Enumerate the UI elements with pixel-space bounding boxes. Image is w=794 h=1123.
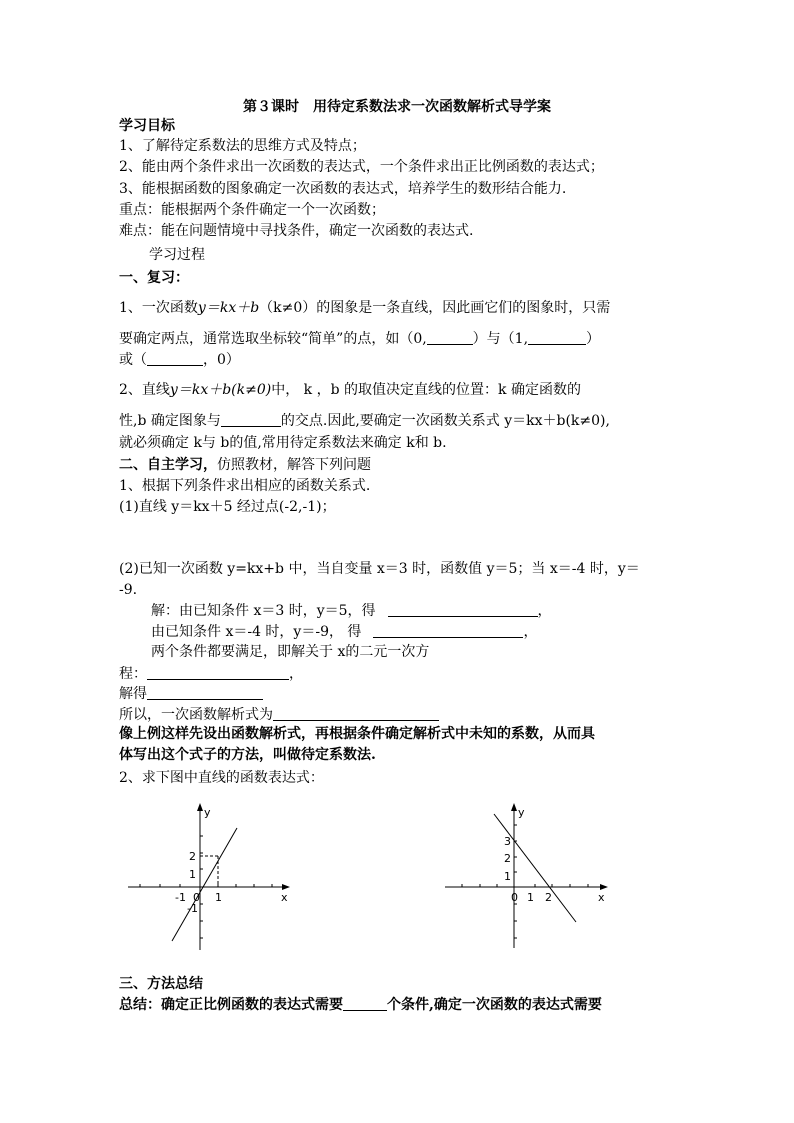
answer-blank[interactable]	[427, 330, 473, 345]
difficulty: 难点：能在问题情境中寻找条件，确定一次函数的表达式.	[119, 223, 474, 239]
text: 所以，一次函数解析式为	[119, 707, 273, 723]
self-study-q1-sub1: (1)直线 y＝kx＋5 经过点(-2,-1)；	[119, 499, 336, 515]
objective-item: 3、能根据函数的图象确定一次函数的表达式，培养学生的数形结合能力.	[119, 181, 567, 197]
summary-text	[119, 995, 602, 1015]
graph-2	[440, 800, 620, 960]
answer-blank[interactable]	[221, 412, 281, 427]
text: 或（	[119, 352, 147, 368]
tick-label: 0	[511, 891, 518, 904]
answer-blank[interactable]	[373, 623, 523, 638]
review-q1-line1	[119, 298, 610, 318]
text: 二、自主学习，	[119, 457, 217, 473]
review-q2-line2	[119, 411, 610, 431]
solution-line-5	[119, 684, 263, 704]
answer-blank[interactable]	[147, 351, 203, 366]
function-line	[172, 828, 237, 941]
review-heading: 一、复习：	[119, 270, 189, 286]
self-study-q1-sub2-cont: -9.	[119, 582, 138, 598]
answer-blank[interactable]	[388, 602, 538, 617]
tick-label: 2	[189, 850, 196, 863]
y-axis-label: y	[518, 806, 525, 819]
text: （k≠0）的图象是一条直线，因此画它们的图象时，只需	[259, 300, 611, 316]
text: ，	[537, 603, 552, 619]
y-axis-arrow-icon	[197, 803, 203, 811]
x-axis-arrow-icon	[600, 884, 608, 890]
text: 性,b 确定图象与	[119, 413, 221, 429]
tick-label: 2	[545, 891, 552, 904]
self-study-heading	[119, 455, 371, 475]
tick-label: 2	[504, 852, 511, 865]
text: 仿照教材，解答下列问题	[217, 457, 371, 473]
text: ）与（1,	[472, 331, 529, 347]
process-heading: 学习过程	[149, 247, 205, 263]
self-study-q1: 1、根据下列条件求出相应的函数关系式.	[119, 478, 371, 494]
text: ，	[523, 624, 538, 640]
answer-blank[interactable]	[343, 996, 387, 1011]
tick-label: 1	[189, 868, 196, 881]
text: 总结：确定正比例函数的表达式需要	[119, 997, 343, 1013]
x-axis-label: x	[281, 891, 288, 904]
summary-heading: 三、方法总结	[119, 976, 203, 992]
solution-line-2	[151, 622, 537, 642]
tick-label: 0	[193, 891, 200, 904]
tick-label: 3	[504, 835, 511, 848]
solution-line-1	[151, 601, 552, 621]
text: 程：	[119, 666, 147, 682]
text: 的交点.因此,要确定一次函数关系式 y＝kx＋b(k≠0),	[280, 413, 610, 429]
page-title: 第３课时 用待定系数法求一次函数解析式导学案	[243, 99, 551, 115]
formula: y＝kx＋b(k≠0)	[169, 382, 272, 398]
text: 1、一次函数	[119, 300, 198, 316]
answer-blank[interactable]	[528, 330, 586, 345]
y-axis-arrow-icon	[511, 803, 517, 811]
text: 由已知条件 x＝-4 时，y＝-9， 得	[151, 624, 362, 640]
review-q2-line1	[119, 380, 581, 400]
text: 解：由已知条件 x＝3 时，y＝5，得	[151, 603, 376, 619]
text: 解得	[119, 686, 147, 702]
answer-blank[interactable]	[273, 706, 439, 721]
text: 要确定两点，通常选取坐标较“简单”的点，如（0,	[119, 331, 427, 347]
text: ，	[289, 666, 303, 682]
self-study-q2: 2、求下图中直线的函数表达式：	[119, 770, 324, 786]
definition-line-1: 像上例这样先设出函数解析式，再根据条件确定解析式中未知的系数，从而具	[119, 726, 595, 742]
definition-line-2: 体写出这个式子的方法，叫做待定系数法.	[119, 747, 376, 763]
x-axis-label: x	[598, 891, 605, 904]
answer-blank[interactable]	[147, 665, 289, 680]
self-study-q1-sub2: (2)已知一次函数 y=kx+b 中，当自变量 x＝3 时，函数值 y＝5；当 x＝-4 时，y＝	[119, 561, 640, 577]
graph-1	[120, 800, 300, 960]
objectives-heading: 学习目标	[119, 118, 175, 134]
objective-item: 1、了解待定系数法的思维方式及特点；	[119, 138, 366, 154]
text: ）	[586, 331, 601, 347]
review-q2-line3: 就必须确定 k与 b的值,常用待定系数法来确定 k和 b.	[119, 435, 447, 451]
y-axis-label: y	[204, 806, 211, 819]
review-q1-line3	[119, 350, 240, 370]
objective-item: 2、能由两个条件求出一次函数的表达式，一个条件求出正比例函数的表达式；	[119, 159, 604, 175]
solution-line-6	[119, 705, 439, 725]
tick-label: -1	[175, 891, 186, 904]
text: 中， k ，b 的取值决定直线的位置：k 确定函数的	[271, 382, 581, 398]
text: ，0）	[203, 352, 240, 368]
solution-line-3: 两个条件都要满足，即解关于 x的二元一次方	[151, 644, 430, 660]
x-axis-arrow-icon	[282, 884, 290, 890]
tick-label: 1	[215, 891, 222, 904]
function-line	[494, 814, 576, 922]
answer-blank[interactable]	[147, 685, 263, 700]
key-point: 重点：能根据两个条件确定一个一次函数；	[119, 202, 385, 218]
text: 个条件,确定一次函数的表达式需要	[387, 997, 602, 1013]
tick-label: 1	[527, 891, 534, 904]
formula: y＝kx＋b	[197, 300, 260, 316]
solution-line-4	[119, 664, 303, 684]
text: 2、直线	[119, 382, 170, 398]
tick-label: 1	[504, 870, 511, 883]
review-q1-line2	[119, 329, 600, 349]
tick-label: -1	[187, 902, 198, 915]
